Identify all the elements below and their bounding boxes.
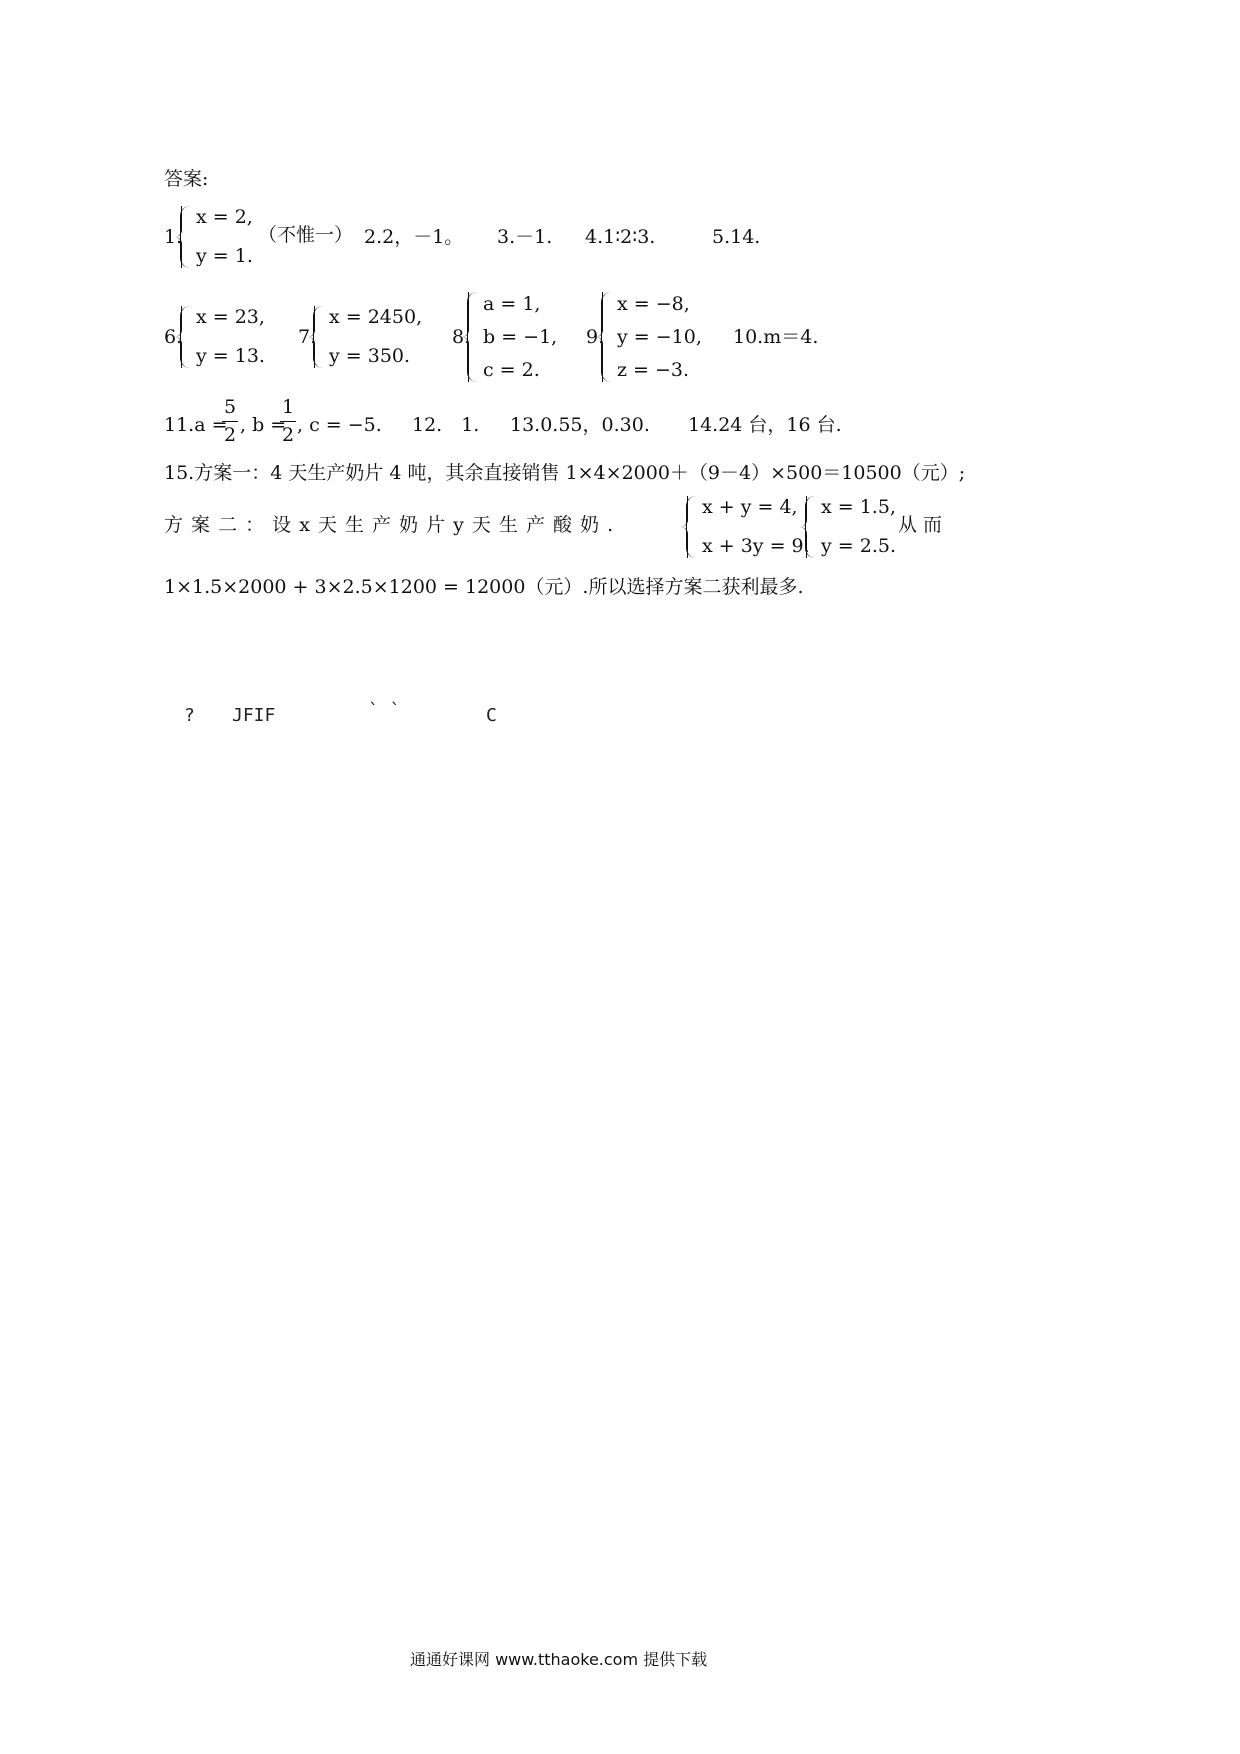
q11-fraction-b-num: 1: [281, 396, 295, 418]
q6-system: [180, 304, 270, 370]
q8-eq1: a = 1,: [483, 293, 541, 315]
q15-sys2-eq1: x = 1.5,: [821, 496, 896, 518]
artifact-b: JFIF: [232, 705, 276, 726]
q11-prefix: 11.a =: [164, 414, 228, 436]
brace-icon: [313, 306, 326, 368]
answers-heading: 答案:: [164, 168, 209, 190]
q8-number: 8.: [452, 326, 471, 348]
artifact-a: ?: [184, 705, 195, 726]
q1-eq1: x = 2,: [196, 206, 253, 228]
q6-eq1: x = 23,: [196, 306, 265, 328]
q15-line3: 1×1.5×2000 + 3×2.5×1200 = 12000（元）.所以选择方案二获利最多.: [164, 576, 804, 598]
q15-sys2-eq2: y = 2.5.: [821, 535, 896, 557]
q15-sys1-eq1: x + y = 4,: [702, 496, 798, 518]
q15-line1: 15.方案一：4 天生产奶片 4 吨，其余直接销售 1×4×2000＋（9－4）×500＝10500（元）;: [164, 462, 966, 484]
q8-eq2: b = −1,: [483, 326, 558, 348]
q1-eq2: y = 1.: [196, 245, 253, 267]
q11-middle: , b =: [240, 414, 287, 436]
brace-icon: [686, 496, 699, 558]
q8-system: [467, 290, 557, 384]
q2-answer: 2.2，－1。: [364, 226, 464, 248]
q11-fraction-a-num: 5: [223, 396, 237, 418]
q14-answer: 14.24 台，16 台.: [688, 414, 842, 436]
q9-eq1: x = −8,: [617, 293, 690, 315]
q15-line2-text: 方 案 二 ： 设 x 天 生 产 奶 片 y 天 生 产 酸 奶 .: [164, 514, 614, 536]
q11-fraction-a-den: 2: [223, 424, 237, 446]
brace-icon: [180, 306, 193, 368]
artifact-c: ` `: [368, 700, 401, 721]
q13-answer: 13.0.55，0.30.: [510, 414, 650, 436]
q7-number: 7.: [298, 326, 317, 348]
q9-system: [601, 290, 701, 384]
brace-icon: [467, 292, 480, 382]
q7-eq1: x = 2450,: [329, 306, 423, 328]
q7-eq2: y = 350.: [329, 345, 411, 367]
q9-eq2: y = −10,: [617, 326, 702, 348]
q1-number: 1.: [164, 226, 183, 248]
q11-suffix: , c = −5.: [297, 414, 382, 436]
q4-answer: 4.1∶2∶3.: [585, 226, 656, 248]
q11-fraction-b-den: 2: [281, 424, 295, 446]
q1-system: [180, 204, 260, 270]
brace-icon: [805, 496, 818, 558]
q7-system: [313, 304, 423, 370]
q3-answer: 3.－1.: [497, 226, 553, 248]
q1-note: （不惟一）: [258, 224, 354, 246]
brace-icon: [180, 206, 193, 268]
q15-sys1-eq2: x + 3y = 9.: [702, 535, 810, 557]
q8-eq3: c = 2.: [483, 359, 540, 381]
q15-system-1: [686, 494, 810, 560]
q9-number: 9.: [586, 326, 605, 348]
q15-line2-end: 从 而: [898, 514, 943, 536]
q10-answer: 10.m＝4.: [733, 326, 819, 348]
artifact-d: C: [486, 705, 497, 726]
brace-icon: [601, 292, 614, 382]
q12-answer: 12. 1.: [412, 414, 480, 436]
q5-answer: 5.14.: [712, 226, 761, 248]
q15-system-2: [805, 494, 895, 560]
q6-number: 6.: [164, 326, 183, 348]
q11-fraction-a: [222, 398, 238, 445]
q11-fraction-b: [280, 398, 296, 445]
q6-eq2: y = 13.: [196, 345, 265, 367]
q9-eq3: z = −3.: [617, 359, 690, 381]
footer-credit: 通通好课网 www.tthaoke.com 提供下载: [410, 1650, 708, 1669]
